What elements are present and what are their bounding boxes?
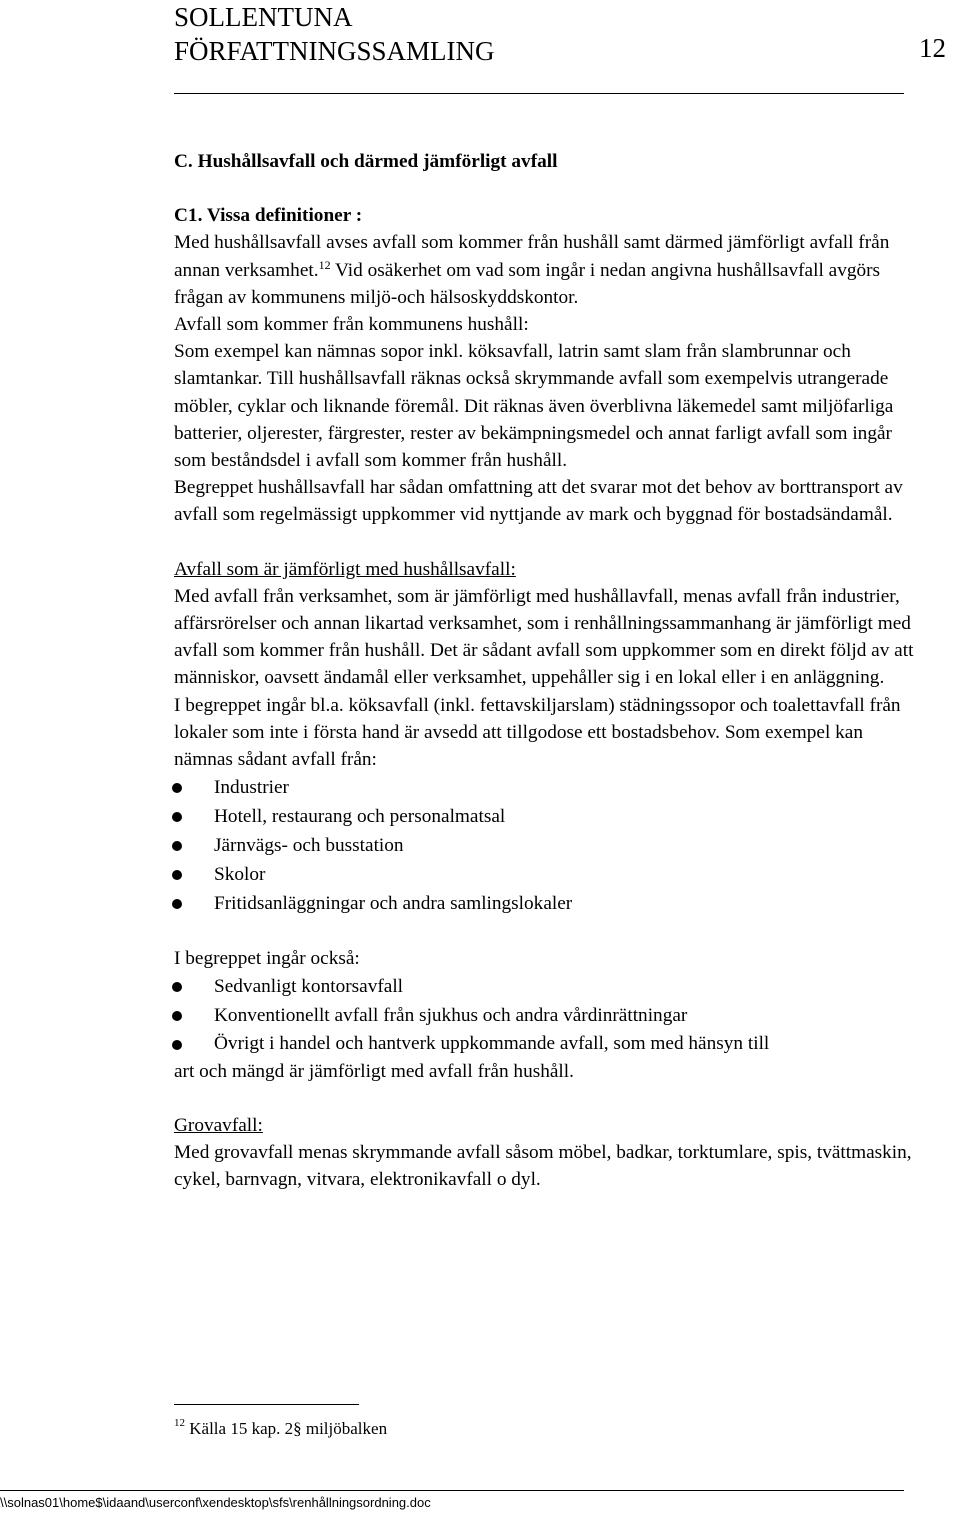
header-title-line2: FÖRFATTNINGSSAMLING (174, 36, 495, 66)
concept-paragraph: Begreppet hushållsavfall har sådan omfattning att det svarar mot det behov av borttransport av avfall som regelmässigt uppkommer vid nyttjande av mark och byggnad för bostadsändamål. (174, 477, 903, 526)
also-included-list (174, 972, 914, 1084)
page-number: 12 (919, 33, 946, 63)
comparable-heading: Avfall som är jämförligt med hushållsavfall: (174, 558, 516, 580)
list-item (174, 1030, 914, 1084)
definition-paragraph (174, 229, 914, 311)
bulky-waste-paragraph: Med grovavfall menas skrymmande avfall såsom möbel, badkar, torktumlare, spis, tvättmaskin, cykel, barnvagn, vitvara, elektronikavfall o dyl. (174, 1142, 912, 1191)
document-body (174, 148, 914, 1193)
list-item-text-a: Övrigt i handel och hantverk uppkommande avfall, som med hänsyn till (214, 1033, 770, 1055)
footer-file-path: \\solnas01\home$\idaand\userconf\xendesktop\sfs\renhållningsordning.doc (0, 1495, 431, 1510)
also-included-heading: I begreppet ingår också: (174, 948, 360, 970)
comparable-paragraph-1: Med avfall från verksamhet, som är jämförligt med hushållavfall, menas avfall från industrier, affärsrörelser och annan likartad verksamhet, som i renhållningssammanhang är jämförligt med avfall som kommer från hushåll. Det är sådant avfall som uppkommer som en direkt följd av att människor, oavsett ändamål eller verksamhet, uppehåller sig i en lokal eller i en anläggning. (174, 585, 914, 689)
list-item-text-b: art och mängd är jämförligt med avfall från hushåll. (174, 1060, 574, 1082)
bulky-waste-heading: Grovavfall: (174, 1114, 263, 1136)
examples-list (174, 773, 914, 918)
household-paragraph: Som exempel kan nämnas sopor inkl. köksavfall, latrin samt slam från slambrunnar och slamtankar. Till hushållsavfall räknas också skrymmande avfall som exempelvis utrangerade möbler, cyklar och liknande föremål. Dit räknas även överblivna läkemedel samt miljöfarliga batterier, oljerester, färgrester, rester av bekämpningsmedel och annat farligt avfall som ingår som beståndsdel i avfall som kommer från hushåll. (174, 341, 894, 472)
footer-divider (0, 1490, 904, 1491)
footnote-number: 12 (174, 1417, 185, 1429)
definition-text-a: Med hushållsavfall avses avfall som kommer från hushåll samt därmed jämförligt avfall från annan verksamhet. (174, 232, 890, 281)
list-item: Konventionellt avfall från sjukhus och andra vårdinrättningar (174, 1001, 914, 1030)
list-item: Industrier (174, 773, 914, 802)
definition-text-b: Vid osäkerhet om vad som ingår i nedan angivna hushållsavfall avgörs frågan av kommunens miljö-och hälsoskyddskontor. (174, 259, 881, 308)
list-item: Sedvanligt kontorsavfall (174, 972, 914, 1001)
document-header-title (174, 0, 495, 68)
household-heading: Avfall som kommer från kommunens hushåll: (174, 314, 529, 336)
footnote-divider (174, 1404, 359, 1405)
list-item: Järnvägs- och busstation (174, 831, 914, 860)
section-c1-heading: C1. Vissa definitioner : (174, 205, 363, 227)
list-item: Skolor (174, 860, 914, 889)
footnote-reference: 12 (318, 257, 331, 272)
comparable-paragraph-2: I begreppet ingår bl.a. köksavfall (inkl. fettavskiljarslam) städningssopor och toalettavfall från lokaler som inte i första hand är avsedd att tillgodose ett bostadsbehov. Som exempel kan nämnas sådant avfall från: (174, 694, 901, 771)
header-divider (174, 93, 904, 94)
list-item: Hotell, restaurang och personalmatsal (174, 802, 914, 831)
list-item: Fritidsanläggningar och andra samlingslokaler (174, 889, 914, 918)
footnote-text: Källa 15 kap. 2§ miljöbalken (185, 1419, 388, 1438)
footnote (174, 1417, 387, 1441)
section-c-heading: C. Hushållsavfall och därmed jämförligt avfall (174, 151, 558, 172)
header-title-line1: SOLLENTUNA (174, 2, 353, 32)
